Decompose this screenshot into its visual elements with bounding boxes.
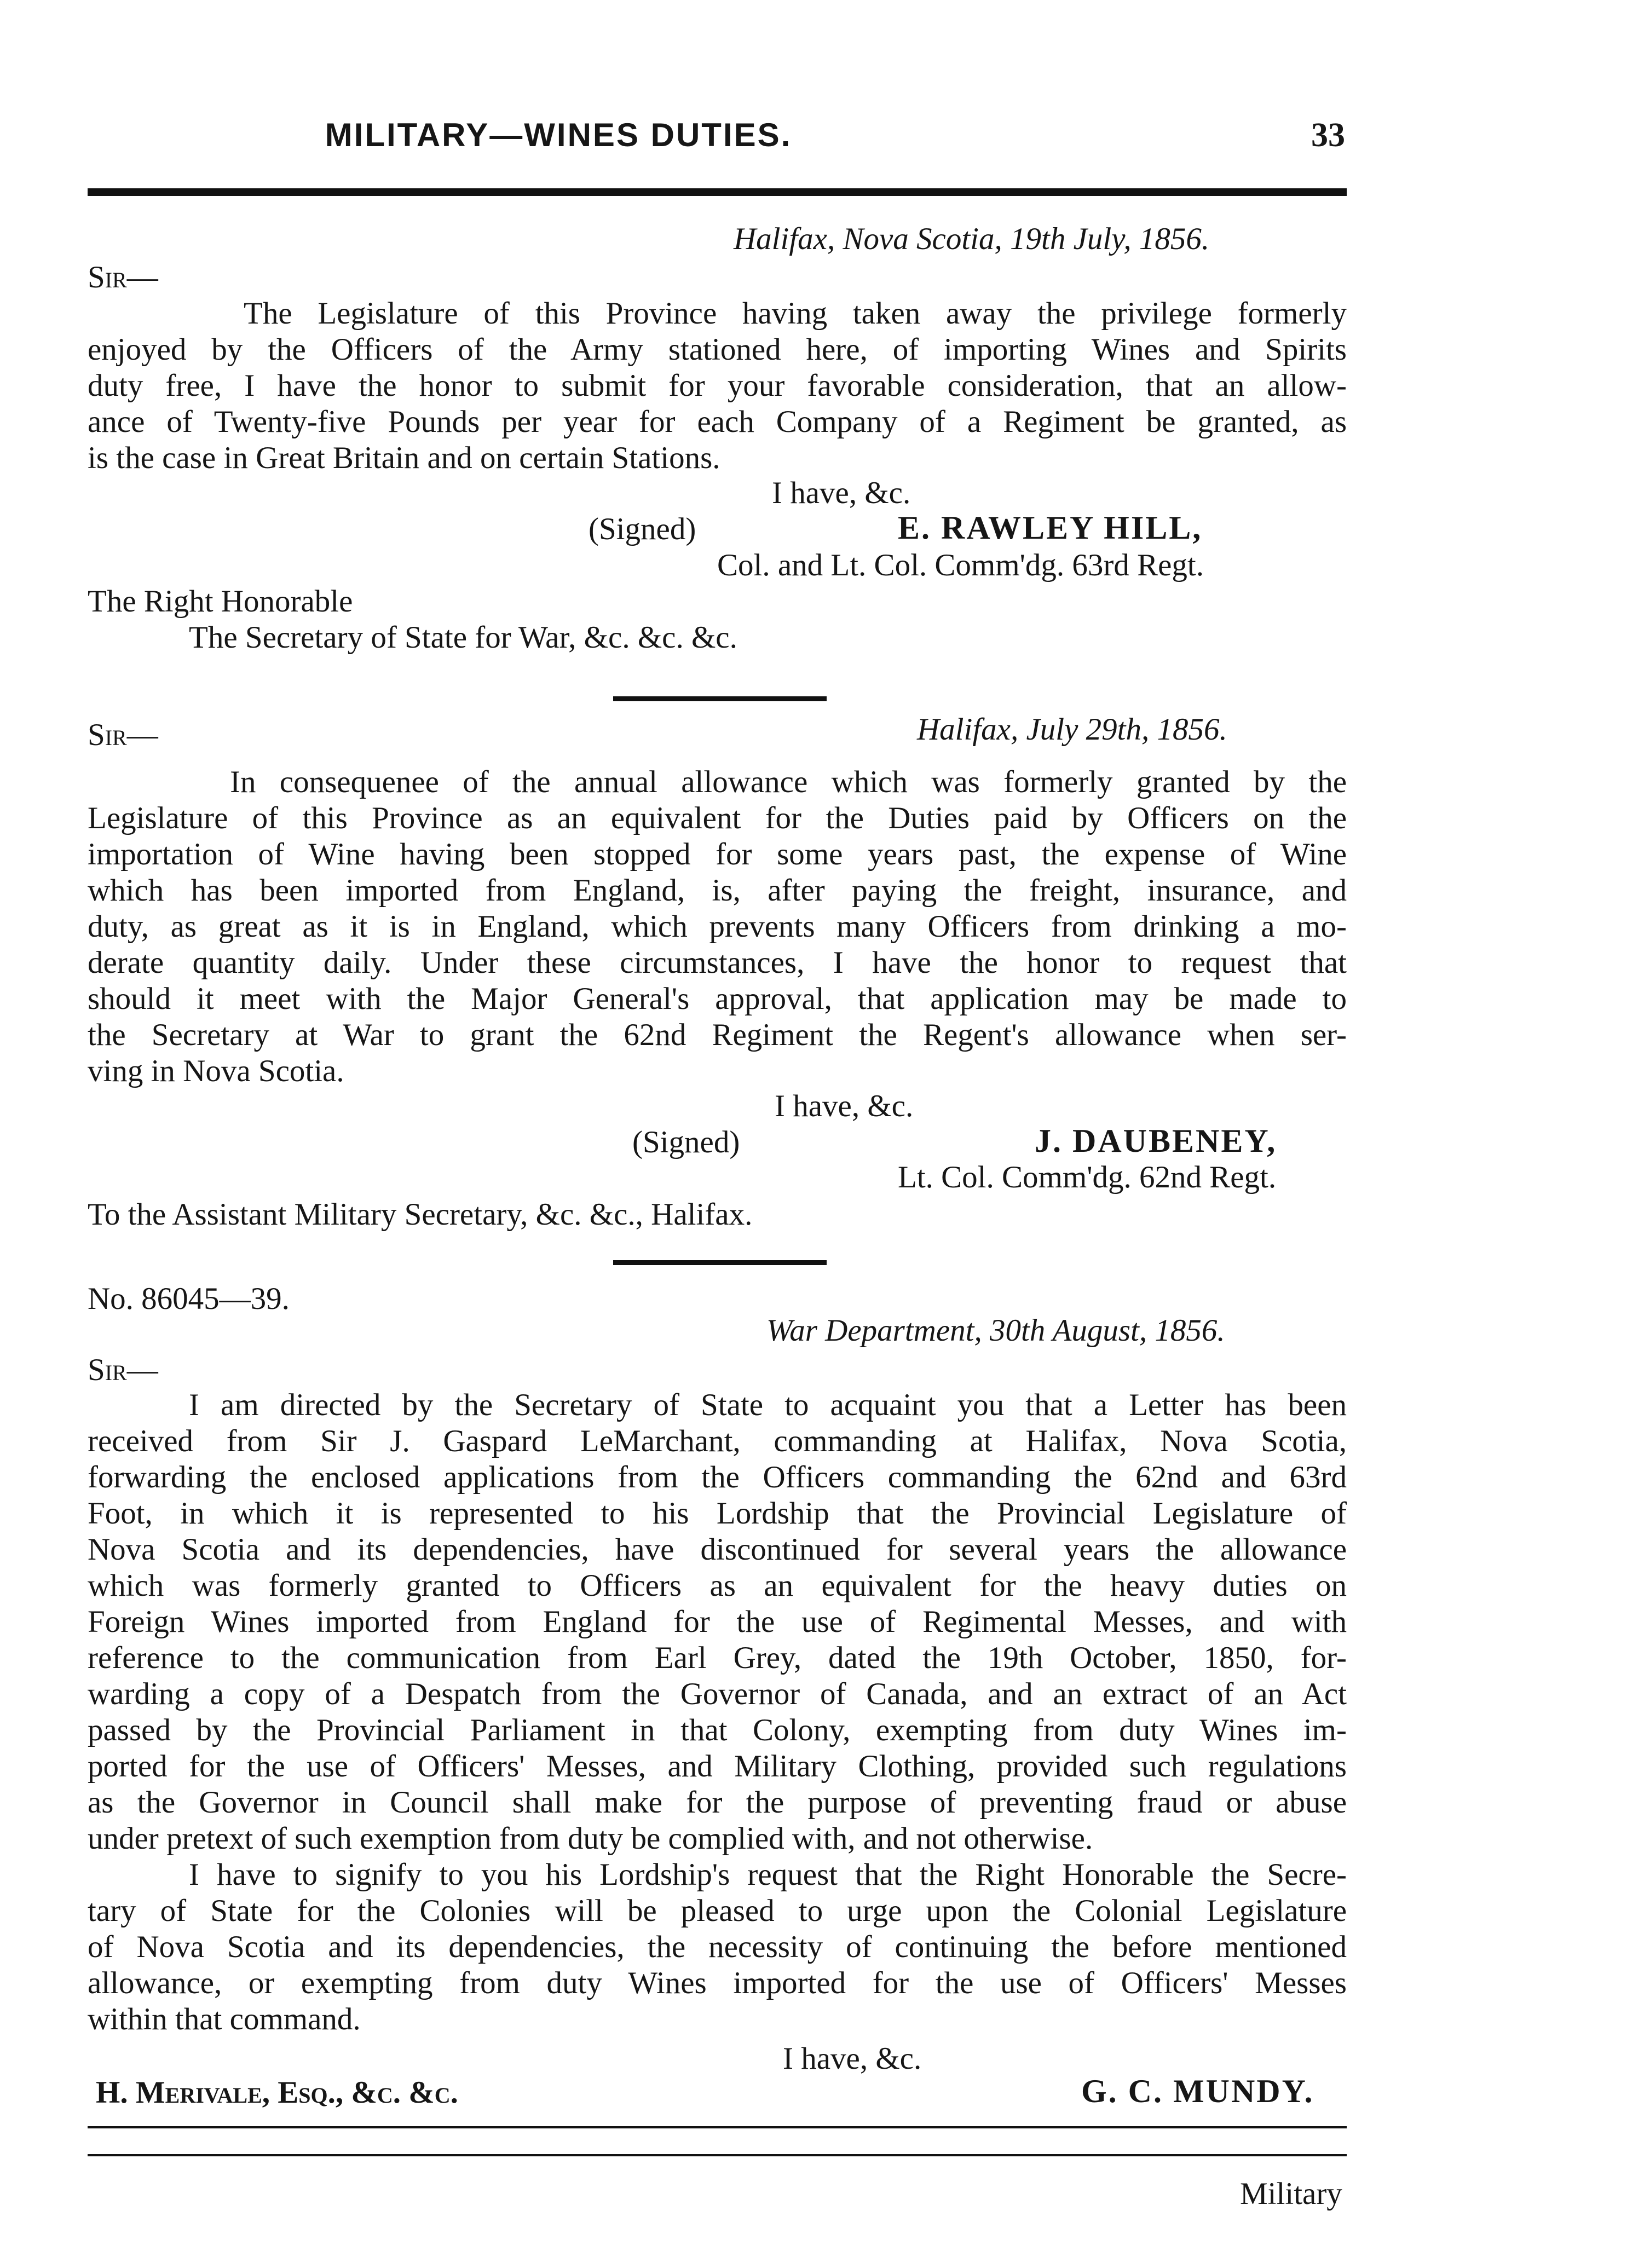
letter2-line-8: the Secretary at War to grant the 62nd Regiment the Regent's allowance when ser-	[88, 1018, 1347, 1052]
letter1-signed: (Signed)	[589, 512, 696, 546]
letter2-line-5: duty, as great as it is in England, which prevents many Officers from drinking a mo-	[88, 909, 1347, 944]
letter2-signed: (Signed)	[632, 1125, 740, 1159]
running-title: MILITARY—WINES DUTIES.	[325, 117, 792, 153]
letter1-signer-title: Col. and Lt. Col. Comm'dg. 63rd Regt.	[717, 548, 1204, 582]
letter1-addressee-2: The Secretary of State for War, &c. &c. &c.	[189, 620, 737, 655]
letter3-para2-line-4: allowance, or exempting from duty Wines imported for the use of Officers' Messes	[88, 1966, 1347, 2000]
letter2-line-7: should it meet with the Major General's approval, that application may be made to	[88, 982, 1347, 1016]
letter2-signer: J. DAUBENEY,	[1035, 1123, 1277, 1159]
letter2-closing: I have, &c.	[775, 1089, 914, 1123]
letter2-line-4: which has been imported from England, is, after paying the freight, insurance, and	[88, 873, 1347, 908]
letter1-signer: E. RAWLEY HILL,	[898, 510, 1203, 546]
letter3-line-5: Nova Scotia and its dependencies, have discontinued for several years the allowance	[88, 1532, 1347, 1567]
letter3-line-9: warding a copy of a Despatch from the Governor of Canada, and an extract of an Act	[88, 1677, 1347, 1711]
letter1-line-5: is the case in Great Britain and on certain Stations.	[88, 441, 720, 475]
letter2-line-3: importation of Wine having been stopped for some years past, the expense of Wine	[88, 837, 1347, 872]
letter2-line-9: ving in Nova Scotia.	[88, 1054, 344, 1088]
separator-rule	[613, 696, 827, 701]
footer-rule-2	[88, 2154, 1347, 2156]
footer-rule	[88, 2126, 1347, 2128]
letter2-addressee: To the Assistant Military Secretary, &c. &c., Halifax.	[88, 1197, 753, 1232]
letter3-closing: I have, &c.	[783, 2041, 922, 2076]
letter3-salutation: Sir—	[88, 1353, 158, 1387]
page-number: 33	[1311, 117, 1345, 154]
letter3-line-13: under pretext of such exemption from duty be complied with, and not otherwise.	[88, 1821, 1093, 1856]
letter1-dateline: Halifax, Nova Scotia, 19th July, 1856.	[734, 222, 1210, 256]
letter3-line-8: reference to the communication from Earl Grey, dated the 19th October, 1850, for-	[88, 1641, 1347, 1675]
letter1-line-4: ance of Twenty-five Pounds per year for each Company of a Regiment be granted, as	[88, 405, 1347, 439]
letter3-signer: G. C. MUNDY.	[1081, 2073, 1314, 2109]
letter3-para2-line-5: within that command.	[88, 2002, 361, 2036]
letter3-number: No. 86045—39.	[88, 1282, 290, 1316]
letter2-signer-title: Lt. Col. Comm'dg. 62nd Regt.	[898, 1160, 1277, 1194]
letter3-line-4: Foot, in which it is represented to his Lordship that the Provincial Legislature of	[88, 1496, 1347, 1531]
letter3-line-10: passed by the Provincial Parliament in that Colony, exempting from duty Wines im-	[88, 1713, 1347, 1747]
letter3-line-11: ported for the use of Officers' Messes, and Military Clothing, provided such regulations	[88, 1749, 1347, 1784]
letter2-dateline: Halifax, July 29th, 1856.	[917, 712, 1227, 747]
letter2-line-6: derate quantity daily. Under these circumstances, I have the honor to request that	[88, 945, 1347, 980]
letter1-line-2: enjoyed by the Officers of the Army stationed here, of importing Wines and Spirits	[88, 332, 1347, 367]
letter2-line-2: Legislature of this Province as an equivalent for the Duties paid by Officers on the	[88, 801, 1347, 835]
letter1-addressee-1: The Right Honorable	[88, 584, 353, 619]
letter3-line-2: received from Sir J. Gaspard LeMarchant, commanding at Halifax, Nova Scotia,	[88, 1424, 1347, 1458]
letter3-para2-line-1: I have to signify to you his Lordship's request that the Right Honorable the Secre-	[189, 1857, 1347, 1892]
letter3-dateline: War Department, 30th August, 1856.	[766, 1313, 1225, 1348]
letter3-line-7: Foreign Wines imported from England for the use of Regimental Messes, and with	[88, 1605, 1347, 1639]
separator-rule	[613, 1260, 827, 1265]
letter1-salutation: Sir—	[88, 260, 158, 295]
letter3-para2-line-3: of Nova Scotia and its dependencies, the necessity of continuing the before mentioned	[88, 1930, 1347, 1964]
letter2-line-1: In consequenee of the annual allowance which was formerly granted by the	[230, 765, 1347, 799]
letter3-line-6: which was formerly granted to Officers as an equivalent for the heavy duties on	[88, 1568, 1347, 1603]
letter2-salutation: Sir—	[88, 718, 158, 752]
letter3-addressee: H. Merivale, Esq., &c. &c.	[96, 2075, 458, 2110]
letter1-line-1: The Legislature of this Province having taken away the privilege formerly	[244, 296, 1347, 331]
catchword: Military	[1240, 2177, 1342, 2211]
letter1-closing: I have, &c.	[772, 476, 911, 510]
letter3-line-1: I am directed by the Secretary of State to acquaint you that a Letter has been	[189, 1388, 1347, 1422]
letter3-line-3: forwarding the enclosed applications from the Officers commanding the 62nd and 63rd	[88, 1460, 1347, 1494]
header-rule	[88, 188, 1347, 196]
letter3-para2-line-2: tary of State for the Colonies will be pleased to urge upon the Colonial Legislature	[88, 1894, 1347, 1928]
letter3-line-12: as the Governor in Council shall make for the purpose of preventing fraud or abuse	[88, 1785, 1347, 1820]
letter1-line-3: duty free, I have the honor to submit for your favorable consideration, that an allow-	[88, 368, 1347, 403]
